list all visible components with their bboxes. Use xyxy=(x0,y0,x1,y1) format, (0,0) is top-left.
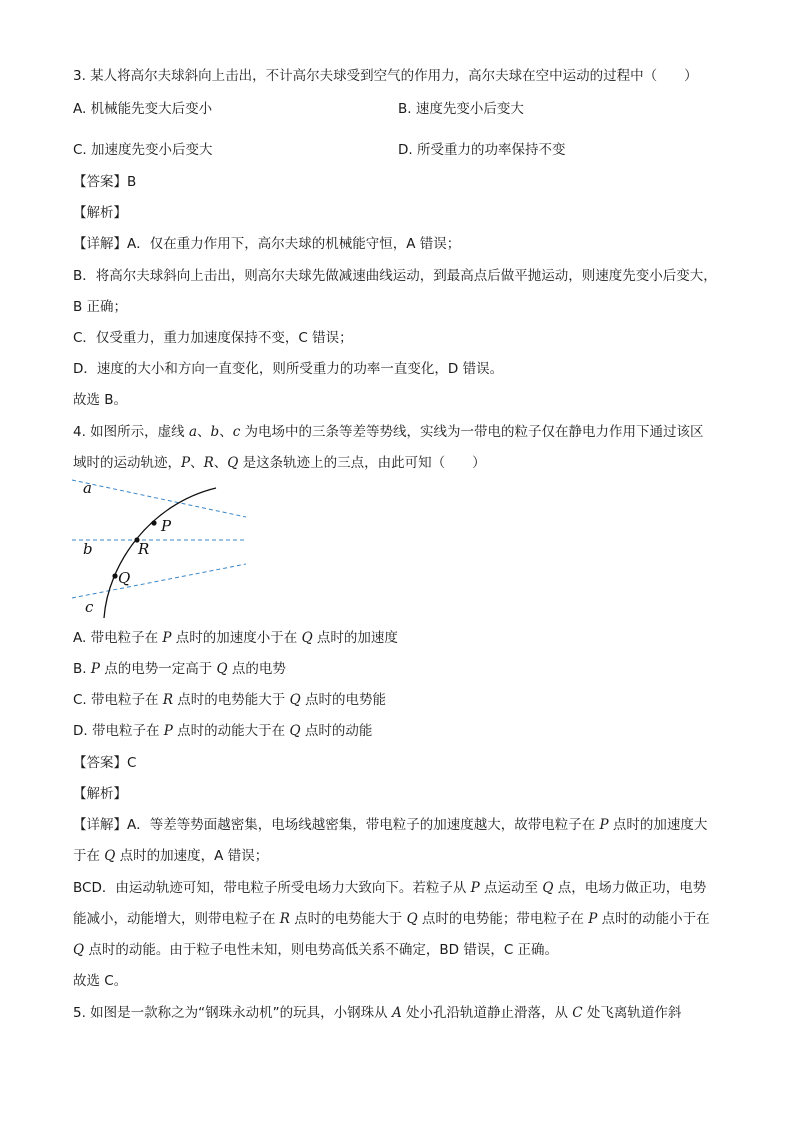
q4-detail-3: BCD．由运动轨迹可知，带电粒子所受电场力大致向下。若粒子从 P 点运动至 Q 点，电场力做正功，电势 xyxy=(73,880,707,896)
q4-analysis-label: 【解析】 xyxy=(73,786,127,802)
q4-detail-4: 能减小，动能增大，则带电粒子在 R 点时的电势能大于 Q 点时的电势能；带电粒子在 P 点时的动能小于在 xyxy=(73,911,710,927)
q3-option-b: B. 速度先变小后变大 xyxy=(398,101,524,117)
q3-analysis-label: 【解析】 xyxy=(73,205,127,221)
q3-detail-3: B 正确； xyxy=(73,299,128,315)
q4-answer: 【答案】C xyxy=(73,755,137,771)
q3-detail-2: B．将高尔夫球斜向上击出，则高尔夫球先做减速曲线运动，到最高点后做平抛运动，则速度先变小后变大， xyxy=(73,268,717,284)
q3-detail-1: 【详解】A．仅在重力作用下，高尔夫球的机械能守恒，A 错误； xyxy=(73,236,461,252)
q5-stem: 5. 如图是一款称之为“钢珠永动机”的玩具，小钢珠从 A 处小孔沿轨道静止滑落，从 C 处飞离轨道作斜 xyxy=(73,1005,682,1021)
q4-stem-line2: 域时的运动轨迹，P、R、Q 是这条轨迹上的三点，由此可知（ ） xyxy=(73,455,486,471)
q3-conclusion: 故选 B。 xyxy=(73,392,128,408)
q4-conclusion: 故选 C。 xyxy=(73,973,128,989)
q4-detail-1: 【详解】A．等差等势面越密集，电场线越密集，带电粒子的加速度越大，故带电粒子在 P 点时的加速度大 xyxy=(73,817,708,833)
q4-option-b: B. P 点的电势一定高于 Q 点的电势 xyxy=(73,661,286,677)
q4-option-c: C. 带电粒子在 R 点时的电势能大于 Q 点时的电势能 xyxy=(73,692,386,708)
equipotential-line-c xyxy=(72,564,246,598)
label-q: Q xyxy=(118,569,131,587)
q3-detail-5: D．速度的大小和方向一直变化，则所受重力的功率一直变化，D 错误。 xyxy=(73,361,504,377)
particle-trajectory xyxy=(104,488,216,618)
label-b: b xyxy=(83,540,93,558)
q3-option-c: C. 加速度先变小后变大 xyxy=(73,142,213,158)
q3-option-d: D. 所受重力的功率保持不变 xyxy=(398,142,566,158)
label-a: a xyxy=(83,479,92,497)
q4-option-d: D. 带电粒子在 P 点时的动能大于在 Q 点时的动能 xyxy=(73,723,373,739)
q3-answer: 【答案】B xyxy=(73,174,137,190)
q4-stem-line1: 4. 如图所示，虚线 a、b、c 为电场中的三条等差等势线，实线为一带电的粒子仅在静电力作用下通过该区 xyxy=(73,424,704,440)
q4-figure xyxy=(70,474,260,622)
q3-stem: 3. 某人将高尔夫球斜向上击出，不计高尔夫球受到空气的作用力，高尔夫球在空中运动的过程中（ ） xyxy=(73,68,698,84)
label-r: R xyxy=(138,540,150,558)
point-p-dot xyxy=(151,520,156,525)
label-p: P xyxy=(161,517,172,535)
q4-detail-5: Q 点时的动能。由于粒子电性未知，则电势高低关系不确定，BD 错误，C 正确。 xyxy=(73,942,559,958)
point-q-dot xyxy=(112,573,117,578)
equipotential-line-a xyxy=(72,480,246,517)
q4-detail-2: 于在 Q 点时的加速度，A 错误； xyxy=(73,848,269,864)
q4-option-a: A. 带电粒子在 P 点时的加速度小于在 Q 点时的加速度 xyxy=(73,630,398,646)
label-c: c xyxy=(85,598,94,616)
q3-detail-4: C．仅受重力，重力加速度保持不变，C 错误； xyxy=(73,330,353,346)
q3-option-a: A. 机械能先变大后变小 xyxy=(73,101,213,117)
